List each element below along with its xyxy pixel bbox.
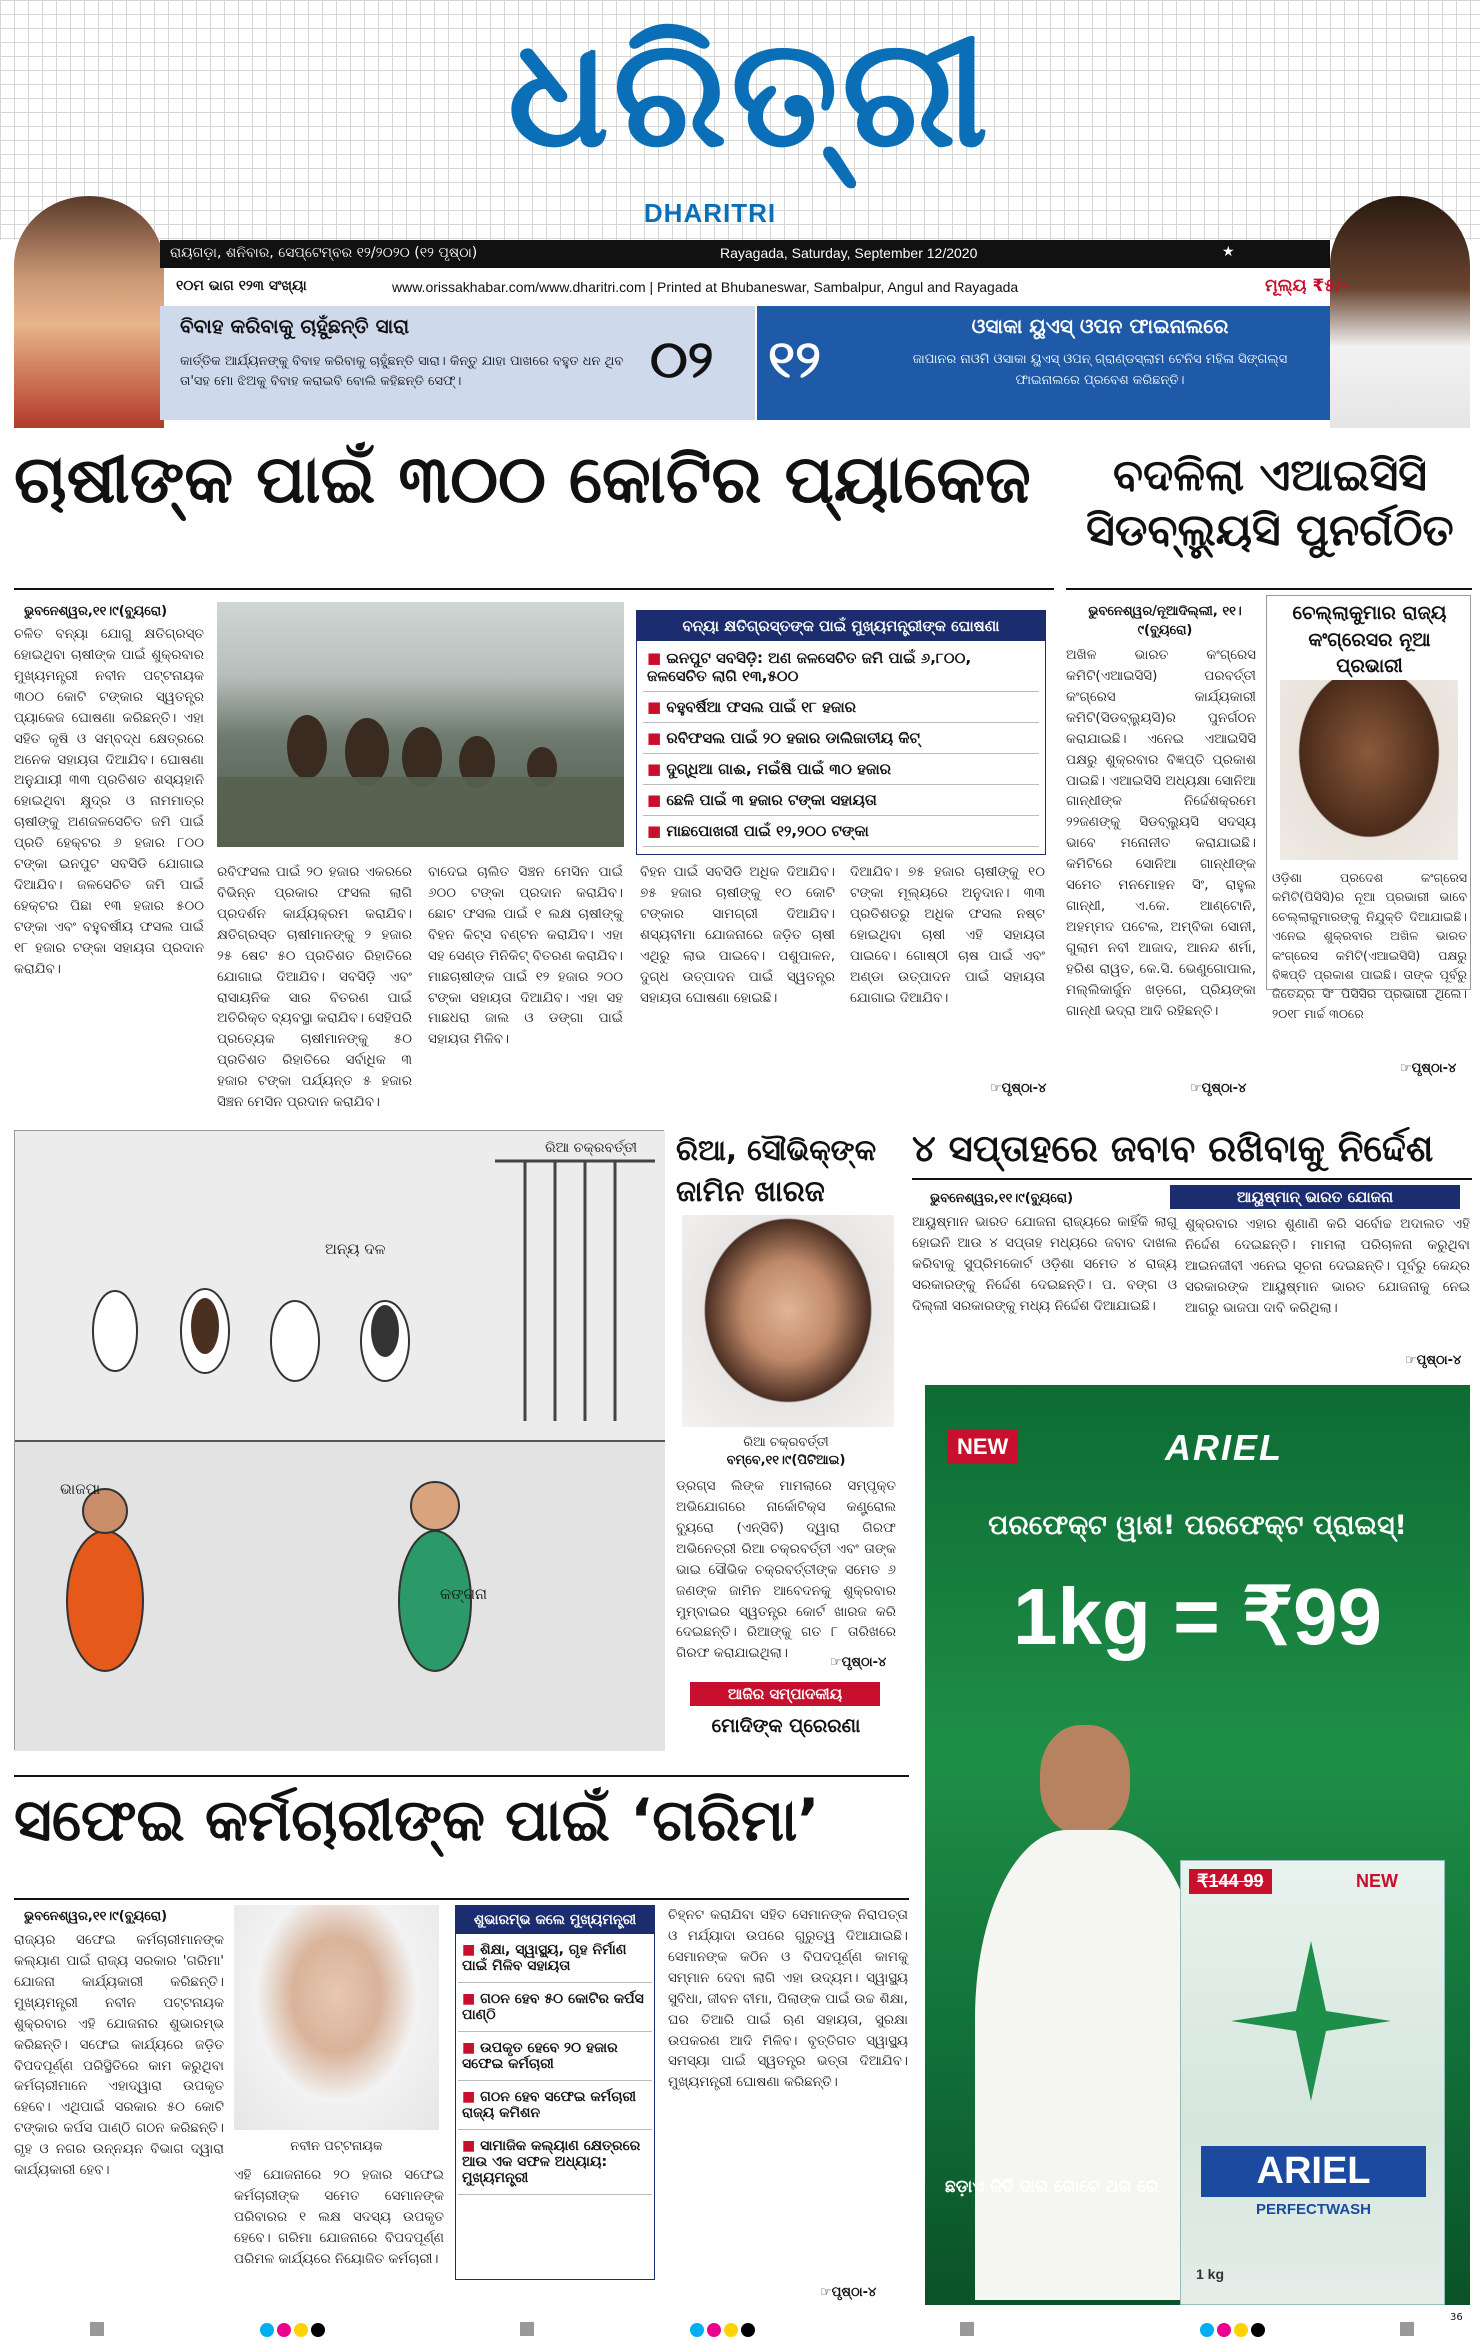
teaser-right-page: ୧୨ xyxy=(768,330,821,390)
box-list-item: ■ ଗଠନ ହେବ ସଫେଇ କର୍ମଚାରୀ ରାଜ୍ୟ କମିଶନ xyxy=(458,2081,652,2130)
ad-note: *ଡ଼ି.ଏସ. ମୂଲ୍ୟରେ ୪୫ ଟଙ୍କା ରିହାତି xyxy=(1180,2310,1309,2320)
ad-pack-new: NEW xyxy=(1356,1871,1398,1891)
naveen-photo xyxy=(234,1905,439,2130)
box-list-item: ■ ମାଛପୋଖରୀ ପାଇଁ ୧୨,୨୦୦ ଟଙ୍କା xyxy=(643,816,1039,847)
ayushman-continue[interactable]: ☞ପୃଷ୍ଠା-୪ xyxy=(1405,1353,1462,1368)
ad-pack-brand: ARIEL xyxy=(1201,2146,1426,2197)
ayushman-col-1: ଆୟୁଷ୍ମାନ ଭାରତ ଯୋଜନା ରାଜ୍ୟରେ କାହିଁକି ଲାଗୁ ହୋଇନି ଆଉ ୪ ସପ୍ତାହ ମଧ୍ୟରେ ଜବାବ ଦାଖଲ କରିବାକୁ ସୁପ୍ରିମକୋର୍ଟ ଓଡ଼ିଶା ସମେତ ୪ ରାଜ୍ୟ ସରକାରଙ୍କୁ ନିର୍ଦ୍ଦେଶ ଦେଇଛନ୍ତି। ପ. ବଙ୍ଗ ଓ ଦିଲ୍ଲୀ ସରକାରଙ୍କୁ ମଧ୍ୟ ନିର୍ଦ୍ଦେଶ ଦିଆଯାଇଛି। xyxy=(912,1214,1177,1314)
teaser-right-text: ଜାପାନର ନାଓମି ଓସାକା ୟୁଏସ୍ ଓପନ୍ ଗ୍ରାଣ୍ଡସ୍ଲାମ ଟେନିସ ମହିଳା ସିଙ୍ଗଲ୍ସ ଫାଇନାଲରେ ପ୍ରବେଶ କରିଛନ୍ତି। xyxy=(912,352,1288,388)
chella-continue[interactable]: ☞ପୃଷ୍ଠା-୪ xyxy=(1400,1061,1457,1076)
lead-dateline: ଭୁବନେଶ୍ୱର,୧୧।୯(ବ୍ୟୁରୋ) xyxy=(24,604,168,619)
garima-rule xyxy=(14,1898,909,1900)
garima-col-1: ରାଜ୍ୟର ସଫେଇ କର୍ମଚାରୀମାନଙ୍କ କଲ୍ୟାଣ ପାଇଁ ରାଜ୍ୟ ସରକାର 'ଗରିମା' ଯୋଜନା କାର୍ଯ୍ୟକାରୀ କରିଛନ୍ତି। ମୁଖ୍ୟମନ୍ତ୍ରୀ ନବୀନ ପଟ୍ଟନାୟକ ଶୁକ୍ରବାର ଏହି ଯୋଜନାର ଶୁଭାରମ୍ଭ କରିଛନ୍ତି। ସଫେଇ କାର୍ଯ୍ୟରେ ଜଡ଼ିତ ବିପଦପୂର୍ଣ୍ଣ ପରିସ୍ଥିତିରେ କାମ କରୁଥିବା କର୍ମଚାରୀମାନେ ଏହାଦ୍ୱାରା ଉପକୃତ ହେବେ। ଏଥିପାଇଁ ସରକାର ୫୦ କୋଟି ଟଙ୍କାର କର୍ପସ ପାଣ୍ଠି ଗଠନ କରିଛନ୍ତି। ଗୃହ ଓ ନଗର ଉନ୍ନୟନ ବିଭାଗ ଦ୍ୱାରା କାର୍ଯ୍ୟକାରୀ ହେବ। xyxy=(14,1932,224,2179)
cm-box-title: ବନ୍ୟା କ୍ଷତିଗ୍ରସ୍ତଙ୍କ ପାଇଁ ମୁଖ୍ୟମନ୍ତ୍ରୀଙ୍କ ଘୋଷଣା xyxy=(637,611,1045,641)
ariel-logo-icon xyxy=(1221,1931,1401,2111)
lead-col-3: ବାଦେଇ ଚାଲିତ ସିଞ୍ଚନ ମେସିନ ପାଇଁ ୬୦୦ ଟଙ୍କା ପ୍ରଦାନ କରାଯିବ। ଛୋଟ ଫସଲ ପାଇଁ ୧ ଲକ୍ଷ ଚାଷୀଙ୍କୁ ବିହନ କିଟ୍ସ ବଣ୍ଟନ କରାଯିବ। ଏହା ସହ ସେଣ୍ଡ ମିନିକିଟ୍ ବିତରଣ କରାଯିବ। ମାଛଚାଷୀଙ୍କ ପାଇଁ ୧୨ ହଜାର ୨୦୦ ଟଙ୍କା ସହାୟତା ଦିଆଯିବ। ଏହା ସହ ମାଛଧରା ଜାଲ ଓ ଡଙ୍ଗା ପାଇଁ ସହାୟତା ମିଳିବ। xyxy=(428,864,623,1048)
ad-tagline: ପରଫେକ୍ଟ ୱାଶ! ପରଫେକ୍ଟ ପ୍ରାଇସ୍! xyxy=(988,1510,1407,1541)
rhea-headline[interactable]: ରିଆ, ସୌଭିକ୍‌ଙ୍କ ଜାମିନ ଖାରଜ xyxy=(676,1133,877,1208)
flood-figures xyxy=(217,602,624,847)
aicc-dateline: ଭୁବନେଶ୍ୱର/ନୂଆଦିଲ୍ଲୀ, ୧୧।୯(ବ୍ୟୁରୋ) xyxy=(1088,604,1242,638)
ad-pack-sub: PERFECTWASH xyxy=(1255,2201,1371,2218)
garima-box-title: ଶୁଭାରମ୍ଭ କଲେ ମୁଖ୍ୟମନ୍ତ୍ରୀ xyxy=(456,1906,654,1934)
sara-photo xyxy=(14,196,164,428)
teaser-left-page: ୦୨ xyxy=(650,330,714,390)
garima-box xyxy=(455,1905,655,2280)
registration-marks xyxy=(0,2320,1480,2338)
ayushman-tag: ଆୟୁଷ୍ମାନ୍ ଭାରତ ଯୋଜନା xyxy=(1170,1185,1460,1209)
garima-dateline: ଭୁବନେଶ୍ୱର,୧୧।୯(ବ୍ୟୁରୋ) xyxy=(24,1909,168,1924)
editorial-title[interactable]: ମୋଦିଙ୍କ ପ୍ରେରଣା xyxy=(711,1715,861,1737)
ad-pack-price: ₹144 99 xyxy=(1189,1869,1272,1894)
masthead-logo: ଧରିତ୍ରୀ xyxy=(507,5,993,181)
teaser-right-title: ଓସାକା ୟୁଏସ୍ ଓପନ ଫାଇନାଲରେ xyxy=(971,314,1229,338)
cartoon-label-bjp: ଭାଜପା xyxy=(60,1480,101,1498)
garima-col-2: ଏହି ଯୋଜନାରେ ୨୦ ହଜାର ସଫେଇ କର୍ମଚାରୀଙ୍କ ସମେତ ସେମାନଙ୍କ ପରିବାରର ୧ ଲକ୍ଷ ସଦସ୍ୟ ଉପକୃତ ହେବେ। ଗରିମା ଯୋଜନାରେ ବିପଦପୂର୍ଣ୍ଣ ପରିମଳ କାର୍ଯ୍ୟରେ ନିୟୋଜିତ କର୍ମଚାରୀ। xyxy=(234,2167,444,2267)
box-list-item: ■ ଇନପୁଟ ସବସିଡ଼ି: ଅଣ ଜଳସେଚିତ ଜମି ପାଇଁ ୬,୮୦୦, ଜଳସେଚିତ ଲାଗି ୧୩,୫୦୦ xyxy=(643,643,1039,692)
aicc-headline[interactable]: ବଦଳିଲା ଏଆଇସିସି ସିଡବ୍ଲ୍ୟୁସି ପୁନର୍ଗଠିତ xyxy=(1086,450,1454,556)
lead-continue[interactable]: ☞ପୃଷ୍ଠା-୪ xyxy=(990,1081,1047,1096)
flood-photo xyxy=(217,602,624,847)
rhea-caption: ରିଆ ଚକ୍ରବର୍ତ୍ତୀ xyxy=(743,1435,829,1450)
chella-photo xyxy=(1280,680,1458,860)
garima-top-rule xyxy=(14,1775,909,1777)
ad-pack xyxy=(1180,1860,1445,2305)
box-list-item: ■ ରବିଫସଲ ପାଇଁ ୨୦ ହଜାର ଡାଲିଜାତୀୟ କିଟ୍ xyxy=(643,723,1039,754)
rhea-text: ଡ୍ରଗ୍ସ ଲିଙ୍କ ମାମଲାରେ ସମ୍ପୃକ୍ତ ଅଭିଯୋଗରେ ନାର୍କୋଟିକ୍ସ କଣ୍ଟ୍ରୋଲ ବ୍ୟୁରୋ (ଏନ୍‌ସିବି) ଦ୍ୱାରା ଗିରଫ ଅଭିନେତ୍ରୀ ରିଆ ଚକ୍ରବର୍ତ୍ତୀ ଏବଂ ତାଙ୍କ ଭାଇ ସୌଭିକ ଚକ୍ରବର୍ତ୍ତୀଙ୍କ ସମେତ ୬ ଜଣଙ୍କ ଜାମିନ ଆବେଦନକୁ ଶୁକ୍ରବାର ମୁମ୍ବାଇର ସ୍ୱତନ୍ତ୍ର କୋର୍ଟ ଖାରଜ କରି ଦେଇଛନ୍ତି। ରିଆଙ୍କୁ ଗତ ୮ ତାରିଖରେ ଗିରଫ କରାଯାଇଥିଲା। xyxy=(676,1478,896,1662)
cartoon xyxy=(14,1130,664,1750)
ad-new-badge: NEW xyxy=(947,1430,1018,1464)
chella-text: ଓଡ଼ିଶା ପ୍ରଦେଶ କଂଗ୍ରେସ କମିଟି(ପିସିସି)ର ନୂଆ ପ୍ରଭାରୀ ଭାବେ ଚେଲ୍ଲାକୁମାରଙ୍କୁ ନିଯୁକ୍ତି ଦିଆଯାଇଛି। ଏନେଇ ଶୁକ୍ରବାର ଅଖିଳ ଭାରତ କଂଗ୍ରେସ କମିଟି(ଏଆଇସିସି) ପକ୍ଷରୁ ବିଜ୍ଞପ୍ତି ପ୍ରକାଶ ପାଇଛି। ତାଙ୍କ ପୂର୍ବରୁ ଜିତେନ୍ଦ୍ର ସିଂ ପିସିସିର ପ୍ରଭାରୀ ଥିଲେ। ୨୦୧୮ ମାର୍ଚ୍ଚ ୩୦ରେ xyxy=(1272,870,1467,1021)
ayushman-col-2: ଶୁକ୍ରବାର ଏହାର ଶୁଣାଣି କରି ସର୍ବୋଚ୍ଚ ଅଦାଲତ ଏହି ନିର୍ଦ୍ଦେଶ ଦେଇଛନ୍ତି। ମାମଲା ପରିଚାଳନା କରୁଥିବା ଆଇନଜୀବୀ ଏନେଇ ସୂଚନା ଦେଇଛନ୍ତି। ପୂର୍ବରୁ କେନ୍ଦ୍ର ସରକାରଙ୍କ ଆୟୁଷ୍ମାନ ଭାରତ ଯୋଜନାକୁ ନେଇ ଆଗରୁ ଭାଜପା ଦାବି କରିଥିଲା। xyxy=(1185,1216,1470,1316)
ayushman-rule xyxy=(912,1178,1472,1180)
cartoon-drawing xyxy=(15,1131,665,1751)
box-list-item: ■ ଦୁଗ୍ଧିଆ ଗାଈ, ମଇଁଷି ପାଇଁ ୩୦ ହଜାର xyxy=(643,754,1039,785)
box-list-item: ■ ଗଠନ ହେବ ୫୦ କୋଟିର କର୍ପସ ପାଣ୍ଠି xyxy=(458,1983,652,2032)
ad-brand: ARIEL xyxy=(1165,1427,1283,1468)
box-list-item: ■ ଶିକ୍ଷା, ସ୍ୱାସ୍ଥ୍ୟ, ଗୃହ ନିର୍ମାଣ ପାଇଁ ମିଳିବ ସହାୟତା xyxy=(458,1934,652,1983)
ad-price: 1kg = ₹99 xyxy=(1013,1572,1382,1661)
volume: ୧୦ମ ଭାଗ ୧୨୩ ସଂଖ୍ୟା xyxy=(176,278,307,294)
editorial-label: ଆଜିର ସମ୍ପାଦକୀୟ xyxy=(690,1682,880,1706)
box-list-item: ■ ଉପକୃତ ହେବେ ୨୦ ହଜାର ସଫେଇ କର୍ମଚାରୀ xyxy=(458,2032,652,2081)
ad-pack-weight: 1 kg xyxy=(1196,2266,1225,2282)
lead-col-4: ବିହନ ପାଇଁ ସବସିଡି ଅଧିକ ଦିଆଯିବ। ୭୫ ହଜାର ଚାଷୀଙ୍କୁ ୧୦ କୋଟି ଟଙ୍କାର ସାମଗ୍ରୀ ଦିଆଯିବ। ଶସ୍ୟବୀମା ଯୋଜନାରେ ଜଡ଼ିତ ଚାଷୀ ଏଥିରୁ ଲାଭ ପାଇବେ। ପଶୁପାଳନ, ଦୁଗ୍ଧ ଉତ୍ପାଦନ ପାଇଁ ସ୍ୱତନ୍ତ୍ର ସହାୟତା ଘୋଷଣା ହୋଇଛି। xyxy=(640,864,835,1006)
naveen-caption: ନବୀନ ପଟ୍ଟନାୟକ xyxy=(290,2139,383,2154)
price: ମୂଲ୍ୟ ₹୫/- xyxy=(1265,276,1349,296)
page-number: 36 xyxy=(1450,2312,1463,2323)
masthead-logo-en: DHARITRI xyxy=(643,198,777,228)
garima-box-list xyxy=(456,1934,654,2195)
box-list-item: ■ ଛେଳି ପାଇଁ ୩ ହଜାର ଟଙ୍କା ସହାୟତା xyxy=(643,785,1039,816)
cartoon-label-kangana: କଙ୍ଗନା xyxy=(440,1585,488,1603)
cm-box xyxy=(636,610,1046,855)
cartoon-label-rhea: ରିଆ ଚକ୍ରବର୍ତ୍ତୀ xyxy=(545,1140,638,1156)
rhea-dateline: ବମ୍ବେ,୧୧।୯(ପିଟିଆଇ) xyxy=(726,1453,846,1468)
web-line: www.orissakhabar.com/www.dharitri.com | Printed at Bhubaneswar, Sambalpur, Angul and Rayagada xyxy=(392,279,1019,295)
rhea-photo xyxy=(682,1215,894,1427)
box-list-item: ■ ବହୁବର୍ଷିଆ ଫସଲ ପାଇଁ ୧୮ ହଜାର xyxy=(643,692,1039,723)
ayushman-dateline: ଭୁବନେଶ୍ୱର,୧୧।୯(ବ୍ୟୁରୋ) xyxy=(930,1191,1074,1206)
aicc-text: ଅଖିଳ ଭାରତ କଂଗ୍ରେସ କମିଟି(ଏଆଇସିସି) ପରବର୍ତ୍ତୀ କଂଗ୍ରେସ କାର୍ଯ୍ୟକାରୀ କମିଟି(ସିଡବ୍ଲ୍ୟୁସି)ର ପୁନର୍ଗଠନ କରାଯାଇଛି। ଏନେଇ ଏଆଇସିସି ପକ୍ଷରୁ ଶୁକ୍ରବାର ବିଜ୍ଞପ୍ତି ପ୍ରକାଶ ପାଇଛି। ଏଆଇସିସି ଅଧ୍ୟକ୍ଷା ସୋନିଆ ଗାନ୍ଧୀଙ୍କ ନିର୍ଦ୍ଦେଶକ୍ରମେ ୨୨ଜଣଙ୍କୁ ସିଡବ୍ଲ୍ୟୁସି ସଦସ୍ୟ ଭାବେ ମନୋନୀତ କରାଯାଇଛି। କମିଟିରେ ସୋନିଆ ଗାନ୍ଧୀଙ୍କ ସମେତ ମନମୋହନ ସିଂ, ରାହୁଲ ଗାନ୍ଧୀ, ଏ.କେ. ଆଣ୍ଟୋନି, ଅହମ୍ମଦ ପଟେଲ, ଅମ୍ବିକା ସୋନୀ, ଗୁଲାମ ନବୀ ଆଜାଦ, ଆନନ୍ଦ ଶର୍ମା, ହରିଶ ରାୱତ, କେ.ସି. ଭେଣୁଗୋପାଲ, ମଲ୍ଲିକାର୍ଜୁନ ଖଡ଼ଗେ, ପ୍ରିୟଙ୍କା ଗାନ୍ଧୀ ଭଦ୍ରା ଆଦି ରହିଛନ୍ତି। xyxy=(1066,647,1256,1019)
teaser-left-text: କାର୍ତ୍ତିକ ଆର୍ଯ୍ୟନଙ୍କୁ ବିବାହ କରିବାକୁ ଚାହୁଁଛନ୍ତି ସାରା। କିନ୍ତୁ ଯାହା ପାଖରେ ବହୁତ ଧନ ଥିବ ତା'ସହ ମୋ ଝିଅକୁ ବିବାହ କରାଇବି ବୋଲି କହିଛନ୍ତି ସେଫ୍। xyxy=(180,354,624,390)
lead-col-5: ଦିଆଯିବ। ୭୫ ହଜାର ଚାଷୀଙ୍କୁ ୧୦ ଟଙ୍କା ମୂଲ୍ୟରେ ଅନୁଦାନ। ୩୩ ପ୍ରତିଶତରୁ ଅଧିକ ଫସଲ ନଷ୍ଟ ହୋଇଥିବା ଚାଷୀ ଏହି ସହାୟତା ପାଇବେ। ଗୋଷ୍ଠୀ ଚାଷ ପାଇଁ ଏବଂ ଅଣ୍ଡା ଉତ୍ପାଦନ ପାଇଁ ସହାୟତା ଯୋଗାଇ ଦିଆଯିବ। xyxy=(850,864,1045,1006)
aicc-continue[interactable]: ☞ପୃଷ୍ଠା-୪ xyxy=(1190,1081,1247,1096)
ad-slogan: ଛଡ଼ାଏ ଜିଦି ଦାଗ ଗୋଟେ ଥର ରେ xyxy=(945,2177,1159,2197)
lead-headline[interactable]: ଚାଷୀଙ୍କ ପାଇଁ ୩୦୦ କୋଟିର ପ୍ୟାକେଜ xyxy=(14,441,1031,518)
star-icon: ★ xyxy=(1222,244,1235,260)
lead-rule xyxy=(14,588,1054,590)
garima-headline[interactable]: ସଫେଇ କର୍ମଚାରୀଙ୍କ ପାଇଁ ‘ଗରିମା’ xyxy=(14,1786,820,1854)
rhea-continue[interactable]: ☞ପୃଷ୍ଠା-୪ xyxy=(830,1655,887,1670)
teaser-left-title: ବିବାହ କରିବାକୁ ଚାହୁଁଛନ୍ତି ସାରା xyxy=(180,314,410,338)
ayushman-headline[interactable]: ୪ ସପ୍ତାହରେ ଜବାବ ରଖିବାକୁ ନିର୍ଦ୍ଦେଶ xyxy=(912,1127,1434,1170)
aicc-rule xyxy=(1066,588,1472,590)
garima-col-3: ଚିହ୍ନଟ କରାଯିବା ସହିତ ସେମାନଙ୍କ ନିରାପତ୍ତା ଓ ମର୍ଯ୍ୟାଦା ଉପରେ ଗୁରୁତ୍ୱ ଦିଆଯାଇଛି। ସେମାନଙ୍କ କଠିନ ଓ ବିପଦପୂର୍ଣ୍ଣ କାମକୁ ସମ୍ମାନ ଦେବା ଲାଗି ଏହା ଉଦ୍ୟମ। ସ୍ୱାସ୍ଥ୍ୟ ସୁବିଧା, ଜୀବନ ବୀମା, ପିଲାଙ୍କ ପାଇଁ ଉଚ୍ଚ ଶିକ୍ଷା, ଘର ତିଆରି ପାଇଁ ଋଣ ସହାୟତା, ସୁରକ୍ଷା ଉପକରଣ ଆଦି ମିଳିବ। ବୃତ୍ତିଗତ ସ୍ୱାସ୍ଥ୍ୟ ସମସ୍ୟା ପାଇଁ ସ୍ୱତନ୍ତ୍ର ଭତ୍ତା ଦିଆଯିବ। ମୁଖ୍ୟମନ୍ତ୍ରୀ ଘୋଷଣା କରିଛନ୍ତି। xyxy=(668,1907,908,2091)
date-odia: ରାୟଗଡ଼ା, ଶନିବାର, ସେପ୍ଟେମ୍ବର ୧୨/୨୦୨୦ (୧୨ ପୃଷ୍ଠା) xyxy=(170,245,478,261)
osaka-photo xyxy=(1330,196,1470,428)
box-list-item: ■ ସାମାଜିକ କଲ୍ୟାଣ କ୍ଷେତ୍ରରେ ଆଉ ଏକ ସଫଳ ଅଧ୍ୟାୟ: ମୁଖ୍ୟମନ୍ତ୍ରୀ xyxy=(458,2130,652,2195)
chella-title: ଚେଲ୍ଲାକୁମାର ରାଜ୍ୟ କଂଗ୍ରେସର ନୂଆ ପ୍ରଭାରୀ xyxy=(1292,602,1447,678)
cm-box-list xyxy=(637,641,1045,849)
date-en: Rayagada, Saturday, September 12/2020 xyxy=(720,245,978,261)
lead-col-1: ଚଳିତ ବନ୍ୟା ଯୋଗୁ କ୍ଷତିଗ୍ରସ୍ତ ହୋଇଥିବା ଚାଷୀଙ୍କ ପାଇଁ ଶୁକ୍ରବାର ମୁଖ୍ୟମନ୍ତ୍ରୀ ନବୀନ ପଟ୍ଟନାୟକ ୩୦୦ କୋଟି ଟଙ୍କାର ସ୍ୱତନ୍ତ୍ର ପ୍ୟାକେଜ ଘୋଷଣା କରିଛନ୍ତି। ଏହା ସହିତ କୃଷି ଓ ସମ୍ବଦ୍ଧ କ୍ଷେତ୍ରରେ ଅନେକ ସହାୟତା ଦିଆଯିବ। ଘୋଷଣା ଅନୁଯାୟୀ ୩୩ ପ୍ରତିଶତ ଶସ୍ୟହାନି ହୋଇଥିବା କ୍ଷୁଦ୍ର ଓ ନାମମାତ୍ର ଚାଷୀଙ୍କୁ ଅଣଜଳସେଚିତ ଜମି ପାଇଁ ପ୍ରତି ହେକ୍ଟର ୬ ହଜାର ୮୦୦ ଟଙ୍କା ଇନପୁଟ ସବସିଡି ଯୋଗାଇ ଦିଆଯିବ। ଜଳସେଚିତ ଜମି ପାଇଁ ହେକ୍ଟର ପିଛା ୧୩ ହଜାର ୫୦୦ ଟଙ୍କା ଏବଂ ବହୁବର୍ଷୀୟ ଫସଲ ପାଇଁ ୧୮ ହଜାର ଟଙ୍କା ସହାୟତା ପ୍ରଦାନ କରାଯିବ। xyxy=(14,626,204,977)
garima-continue[interactable]: ☞ପୃଷ୍ଠା-୪ xyxy=(820,2285,877,2300)
cartoon-label-other: ଅନ୍ୟ ଦଳ xyxy=(325,1240,386,1258)
lead-col-2: ରବିଫସଲ ପାଇଁ ୨୦ ହଜାର ଏକରରେ ବିଭିନ୍ନ ପ୍ରକାର ଫସଲ ଲାଗି ପ୍ରଦର୍ଶନ କାର୍ଯ୍ୟକ୍ରମ କରାଯିବ। କ୍ଷତିଗ୍ରସ୍ତ ଚାଷୀମାନଙ୍କୁ ୨ ହଜାର ୨୫ ଷେଟ ୫୦ ପ୍ରତିଶତ ରିହାତିରେ ଯୋଗାଇ ଦିଆଯିବ। ସବସିଡ଼ି ଏବଂ ରାସାୟନିକ ସାର ବିତରଣ ପାଇଁ ଅତିରିକ୍ତ ବ୍ୟବସ୍ଥା କରାଯିବ। ସେହିପରି ପ୍ରତ୍ୟେକ ଚାଷୀମାନଙ୍କୁ ୫୦ ପ୍ରତିଶତ ରିହାତିରେ ସର୍ବାଧିକ ୩ ହଜାର ଟଙ୍କା ପର୍ଯ୍ୟନ୍ତ ୫ ହଜାର ସିଞ୍ଚନ ମେସିନ ପ୍ରଦାନ କରାଯିବ। xyxy=(217,864,412,1111)
